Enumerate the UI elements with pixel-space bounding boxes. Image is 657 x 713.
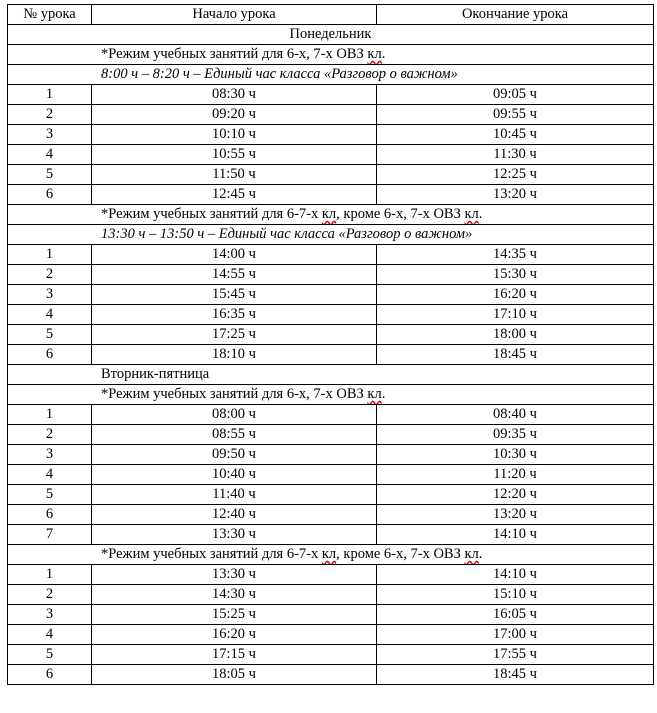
day-title: Понедельник	[8, 25, 654, 45]
regime-text: *Режим учебных занятий для 6-7-х	[101, 206, 322, 222]
lesson-end: 14:10 ч	[377, 525, 654, 545]
lesson-row	[8, 485, 654, 505]
lesson-start: 16:35 ч	[92, 305, 377, 325]
lesson-number: 1	[8, 85, 92, 105]
lesson-number: 2	[8, 265, 92, 285]
lesson-end: 10:45 ч	[377, 125, 654, 145]
day-row	[8, 25, 654, 45]
spell-mark: кл	[321, 546, 337, 562]
lesson-number: 4	[8, 145, 92, 165]
note-row	[8, 65, 654, 85]
lesson-row	[8, 325, 654, 345]
lesson-start: 10:40 ч	[92, 465, 377, 485]
lesson-end: 14:35 ч	[377, 245, 654, 265]
lesson-start: 14:55 ч	[92, 265, 377, 285]
lesson-number: 4	[8, 465, 92, 485]
lesson-number: 4	[8, 625, 92, 645]
lesson-end: 12:20 ч	[377, 485, 654, 505]
regime-title	[8, 205, 654, 225]
lesson-end: 12:25 ч	[377, 165, 654, 185]
lesson-end: 10:30 ч	[377, 445, 654, 465]
lesson-start: 10:10 ч	[92, 125, 377, 145]
lesson-start: 12:45 ч	[92, 185, 377, 205]
lesson-start: 13:30 ч	[92, 565, 377, 585]
lesson-row	[8, 645, 654, 665]
spell-mark: кл	[321, 206, 337, 222]
lesson-end: 13:20 ч	[377, 505, 654, 525]
lesson-start: 15:25 ч	[92, 605, 377, 625]
lesson-start: 09:20 ч	[92, 105, 377, 125]
lesson-number: 3	[8, 285, 92, 305]
lesson-start: 14:30 ч	[92, 585, 377, 605]
lesson-number: 3	[8, 125, 92, 145]
spell-mark: кл	[367, 46, 382, 62]
lesson-number: 3	[8, 445, 92, 465]
regime-title	[8, 385, 654, 405]
lesson-row	[8, 245, 654, 265]
lesson-start: 14:00 ч	[92, 245, 377, 265]
lesson-start: 09:50 ч	[92, 445, 377, 465]
lesson-number: 2	[8, 425, 92, 445]
lesson-number: 5	[8, 485, 92, 505]
lesson-number: 6	[8, 505, 92, 525]
lesson-start: 17:15 ч	[92, 645, 377, 665]
lesson-row	[8, 305, 654, 325]
regime-row	[8, 545, 654, 565]
lesson-start: 10:55 ч	[92, 145, 377, 165]
lesson-end: 18:45 ч	[377, 665, 654, 685]
lesson-end: 09:35 ч	[377, 425, 654, 445]
lesson-start: 18:05 ч	[92, 665, 377, 685]
lesson-row	[8, 145, 654, 165]
lesson-start: 08:55 ч	[92, 425, 377, 445]
lesson-number: 1	[8, 405, 92, 425]
regime-title	[8, 45, 654, 65]
regime-text: *Режим учебных занятий для 6-х, 7-х ОВЗ	[101, 46, 368, 62]
lesson-row	[8, 625, 654, 645]
regime-text: *Режим учебных занятий для 6-х, 7-х ОВЗ	[101, 386, 368, 402]
lesson-row	[8, 405, 654, 425]
regime-row	[8, 205, 654, 225]
lesson-end: 17:00 ч	[377, 625, 654, 645]
lesson-start: 11:50 ч	[92, 165, 377, 185]
lesson-row	[8, 565, 654, 585]
conversation-hour-note: 8:00 ч – 8:20 ч – Единый час класса «Разговор о важном»	[8, 65, 654, 85]
lesson-number: 4	[8, 305, 92, 325]
lesson-start: 18:10 ч	[92, 345, 377, 365]
regime-text: *Режим учебных занятий для 6-7-х	[101, 546, 322, 562]
lesson-end: 18:45 ч	[377, 345, 654, 365]
lesson-number: 5	[8, 645, 92, 665]
regime-text: .	[478, 206, 483, 222]
lesson-number: 2	[8, 105, 92, 125]
regime-text: .	[478, 546, 483, 562]
lesson-end: 15:30 ч	[377, 265, 654, 285]
lesson-row	[8, 285, 654, 305]
lesson-end: 09:05 ч	[377, 85, 654, 105]
lesson-number: 2	[8, 585, 92, 605]
lesson-end: 17:10 ч	[377, 305, 654, 325]
lesson-end: 13:20 ч	[377, 185, 654, 205]
lesson-start: 13:30 ч	[92, 525, 377, 545]
lesson-row	[8, 585, 654, 605]
lesson-row	[8, 85, 654, 105]
lesson-row	[8, 165, 654, 185]
lesson-end: 14:10 ч	[377, 565, 654, 585]
lesson-end: 09:55 ч	[377, 105, 654, 125]
lesson-end: 16:20 ч	[377, 285, 654, 305]
lesson-row	[8, 185, 654, 205]
lesson-number: 1	[8, 565, 92, 585]
lesson-end: 16:05 ч	[377, 605, 654, 625]
regime-text: , кроме 6-х, 7-х ОВЗ	[336, 206, 465, 222]
lesson-start: 17:25 ч	[92, 325, 377, 345]
lesson-row	[8, 525, 654, 545]
lesson-end: 11:30 ч	[377, 145, 654, 165]
lesson-start: 11:40 ч	[92, 485, 377, 505]
schedule-table	[7, 4, 654, 685]
lesson-row	[8, 105, 654, 125]
lesson-start: 15:45 ч	[92, 285, 377, 305]
lesson-number: 5	[8, 325, 92, 345]
lesson-number: 1	[8, 245, 92, 265]
header-start-time: Начало урока	[92, 5, 377, 25]
regime-title	[8, 545, 654, 565]
lesson-row	[8, 505, 654, 525]
lesson-row	[8, 425, 654, 445]
lesson-row	[8, 125, 654, 145]
schedule-body	[8, 25, 654, 685]
spell-mark: кл	[367, 386, 382, 402]
lesson-end: 11:20 ч	[377, 465, 654, 485]
lesson-start: 08:30 ч	[92, 85, 377, 105]
header-lesson-number: № урока	[8, 5, 92, 25]
lesson-row	[8, 665, 654, 685]
day-title: Вторник-пятница	[8, 365, 654, 385]
lesson-row	[8, 605, 654, 625]
regime-text: .	[381, 386, 386, 402]
lesson-start: 08:00 ч	[92, 405, 377, 425]
lesson-number: 3	[8, 605, 92, 625]
regime-text: .	[381, 46, 386, 62]
lesson-number: 6	[8, 185, 92, 205]
lesson-end: 08:40 ч	[377, 405, 654, 425]
regime-row	[8, 45, 654, 65]
header-row	[8, 5, 654, 25]
spell-mark: кл	[464, 206, 479, 222]
lesson-number: 6	[8, 665, 92, 685]
header-end-time: Окончание урока	[377, 5, 654, 25]
lesson-row	[8, 445, 654, 465]
regime-text: , кроме 6-х, 7-х ОВЗ	[336, 546, 465, 562]
lesson-end: 17:55 ч	[377, 645, 654, 665]
conversation-hour-note: 13:30 ч – 13:50 ч – Единый час класса «Разговор о важном»	[8, 225, 654, 245]
lesson-row	[8, 465, 654, 485]
lesson-number: 7	[8, 525, 92, 545]
regime-row	[8, 385, 654, 405]
lesson-end: 15:10 ч	[377, 585, 654, 605]
lesson-row	[8, 265, 654, 285]
lesson-start: 16:20 ч	[92, 625, 377, 645]
lesson-end: 18:00 ч	[377, 325, 654, 345]
lesson-number: 6	[8, 345, 92, 365]
lesson-number: 5	[8, 165, 92, 185]
lesson-row	[8, 345, 654, 365]
spell-mark: кл	[464, 546, 479, 562]
note-row	[8, 225, 654, 245]
lesson-start: 12:40 ч	[92, 505, 377, 525]
day-row	[8, 365, 654, 385]
